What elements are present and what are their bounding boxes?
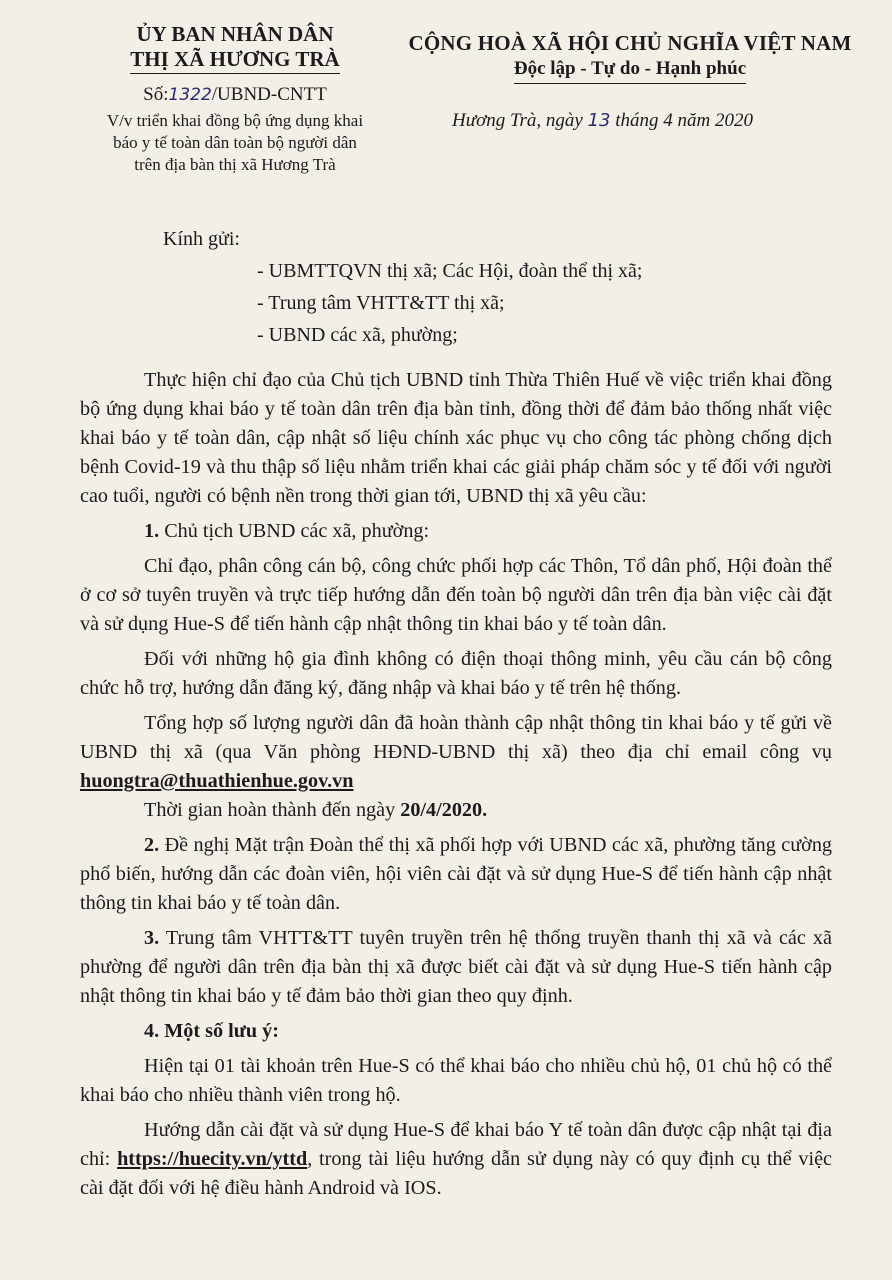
recipient-item: - UBND các xã, phường; [257,324,458,346]
handwritten-number: 1322 [168,85,212,105]
section-4-paragraph: Hiện tại 01 tài khoản trên Hue-S có thể khai báo cho nhiều chủ hộ, 01 chủ hộ có thể khai báo cho nhiều thành viên trong hộ. [80,1055,832,1106]
handwritten-day: 13 [587,110,611,131]
recipient-item: - Trung tâm VHTT&TT thị xã; [257,292,505,314]
section-1-paragraph: Chỉ đạo, phân công cán bộ, công chức phối hợp các Thôn, Tổ dân phố, Hội đoàn thể ở cơ sở tuyên truyền và trực tiếp hướng dẫn đến toàn bộ người dân trên địa bàn việc cài đặt và sử dụng Hue-S để tiến hành cập nhật thông tin khai báo y tế toàn dân. [80,555,832,635]
deadline-line: Thời gian hoàn thành đến ngày 20/4/2020. [144,799,488,821]
place-date-line: Hương Trà, ngày 13 tháng 4 năm 2020 [452,110,753,131]
org-name-line2: THỊ XÃ HƯƠNG TRÀ [130,47,339,74]
issuing-authority-block [70,22,400,176]
document-body [80,366,832,1209]
subject-summary: V/v triển khai đồng bộ ứng dụng khai báo y tế toàn dân toàn bộ người dân trên địa bàn thị xã Hương Trà [106,111,364,174]
guide-url-link[interactable]: https://huecity.vn/yttd [117,1148,308,1170]
recipients-title: Kính gửi: [163,228,240,250]
intro-paragraph: Thực hiện chỉ đạo của Chủ tịch UBND tỉnh Thừa Thiên Huế về việc triển khai đồng bộ ứng dụng khai báo y tế toàn dân trên địa bàn tỉnh, đồng thời để đảm bảo thống nhất việc khai báo y tế toàn dân, cập nhật số liệu chính xác phục vụ cho công tác phòng chống dịch bệnh Covid-19 và thu thập số liệu nhằm triển khai các giải pháp chăm sóc y tế đối với người cao tuổi, người có bệnh nền trong thời gian tới, UBND thị xã yêu cầu: [80,369,832,507]
section-1-paragraph: Đối với những hộ gia đình không có điện thoại thông minh, yêu cầu cán bộ công chức hỗ trợ, hướng dẫn đăng ký, đăng nhập và khai báo y tế trên hệ thống. [80,648,832,699]
email-link[interactable]: huongtra@thuathienhue.gov.vn [80,770,354,792]
document-number: Số:1322/UBND-CNTT [143,84,327,105]
section-1-heading: 1. Chủ tịch UBND các xã, phường: [144,520,430,542]
section-2-paragraph: 2. Đề nghị Mặt trận Đoàn thể thị xã phối hợp với UBND các xã, phường tăng cường phổ biến, hướng dẫn các đoàn viên, hội viên cài đặt và sử dụng Hue-S để tiến hành cập nhật thông tin khai báo y tế toàn dân. [80,834,833,914]
national-title: CỘNG HOÀ XÃ HỘI CHỦ NGHĨA VIỆT NAM [408,31,852,55]
national-motto: Độc lập - Tự do - Hạnh phúc [514,56,746,84]
section-4-heading: 4. Một số lưu ý: [144,1020,279,1042]
org-name-line1: ỦY BAN NHÂN DÂN [136,22,334,46]
national-heading-block [385,30,875,84]
section-1-paragraph: Tổng hợp số lượng người dân đã hoàn thành cập nhật thông tin khai báo y tế gửi về UBND thị xã (qua Văn phòng HĐND-UBND thị xã) theo địa chỉ email công vụ huongtra@thuathienhue.gov.vn [80,712,832,792]
section-4-paragraph: Hướng dẫn cài đặt và sử dụng Hue-S để khai báo Y tế toàn dân được cập nhật tại địa chỉ: https://huecity.vn/yttd, trong tài liệu hướng dẫn sử dụng này có quy định cụ thể việc cài đặt đối với hệ điều hành Android và IOS. [80,1119,833,1199]
recipient-item: - UBMTTQVN thị xã; Các Hội, đoàn thể thị xã; [257,260,643,282]
section-3-paragraph: 3. Trung tâm VHTT&TT tuyên truyền trên hệ thống truyền thanh thị xã và các xã phường để người dân trên địa bàn thị xã được biết cài đặt và sử dụng Hue-S tiến hành cập nhật thông tin khai báo y tế đảm bảo thời gian theo quy định. [80,927,832,1007]
